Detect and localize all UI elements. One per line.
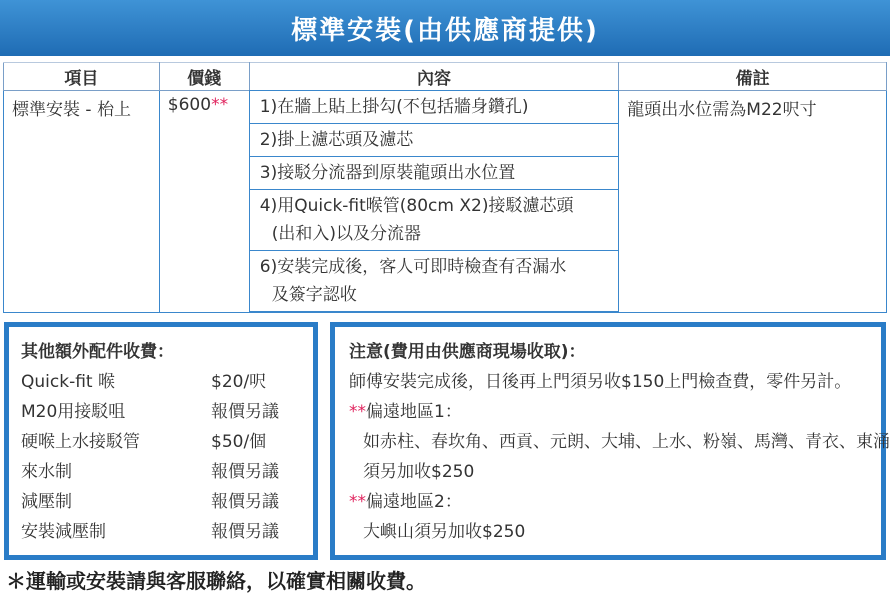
header-note: 備註 (619, 63, 887, 91)
list-item: 安裝減壓制 報價另議 (21, 522, 279, 542)
content-cell (249, 91, 619, 313)
step-item: 6)安裝完成後，客人可即時檢查有否漏水 及簽字認收 (249, 250, 620, 312)
list-item: 硬喉上水接駁管 $50/個 (21, 432, 267, 452)
list-item: Quick-fit 喉 $20/呎 (21, 372, 267, 392)
header-content: 內容 (249, 63, 619, 91)
remote-area-2: **偏遠地區2： (349, 492, 462, 512)
header-price: 價錢 (159, 63, 249, 91)
remote-area-1-fee: 須另加收$250 (363, 462, 475, 482)
list-item: 來水制 報價另議 (21, 462, 279, 482)
price-value: $600 (167, 95, 212, 115)
installation-table (3, 62, 887, 313)
accessories-title: 其他額外配件收費： (21, 342, 174, 362)
page-title: 標準安裝(由供應商提供) (291, 15, 599, 46)
note-cell: 龍頭出水位需為M22呎寸 (619, 91, 887, 313)
page-title-banner (0, 0, 890, 56)
step-item: 4)用Quick-fit喉管(80cm X2)接駁濾芯頭 (出和入)以及分流器 (249, 189, 620, 251)
remote-area-2-fee: 大嶼山須另加收$250 (363, 522, 526, 542)
notice-line: 師傅安裝完成後，日後再上門須另收$150上門檢查費，零件另計。 (349, 372, 852, 392)
content-steps (250, 91, 619, 312)
list-item: M20用接駁咀 報價另議 (21, 402, 279, 422)
footer-note: ＊運輸或安裝請與客服聯絡，以確實相關收費。 (6, 569, 426, 593)
remote-area-1: **偏遠地區1： (349, 402, 462, 422)
list-item: 減壓制 報價另議 (21, 492, 279, 512)
price-cell (159, 91, 249, 313)
header-item: 項目 (4, 63, 160, 91)
remote-area-1-list: 如赤柱、春坎角、西貢、元朗、大埔、上水、粉嶺、馬灣、青衣、東涌 (363, 432, 890, 452)
step-item: 2)掛上濾芯頭及濾芯 (249, 123, 620, 157)
notice-title: 注意(費用由供應商現場收取)： (349, 342, 586, 362)
accessories-panel (4, 322, 318, 560)
table-header-row (4, 63, 887, 91)
step-item: 1)在牆上貼上掛勾(不包括牆身鑽孔) (249, 90, 620, 124)
step-item: 3)接駁分流器到原裝龍頭出水位置 (249, 156, 620, 190)
remote-fee-mark: ** (211, 95, 229, 115)
notice-panel (330, 322, 890, 560)
table-row (4, 91, 887, 313)
item-cell: 標準安裝 - 枱上 (4, 91, 160, 313)
